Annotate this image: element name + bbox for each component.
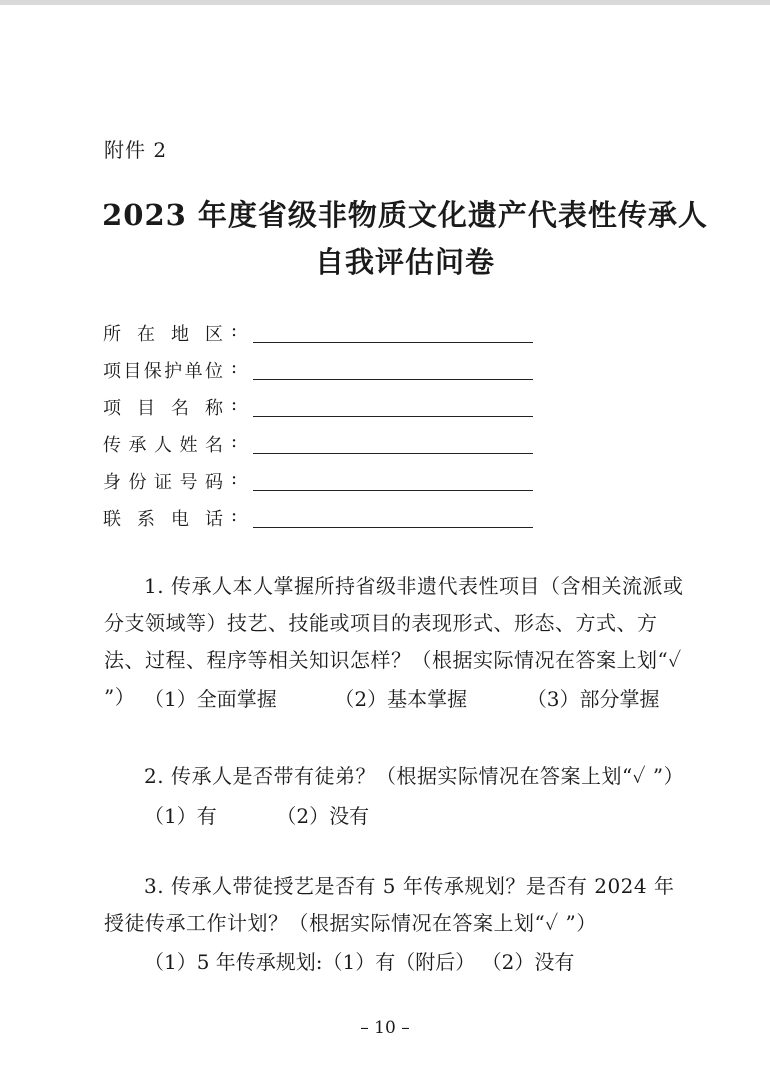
question-3-options[interactable]: （1）5 年传承规划:（1）有（附后） （2）没有 <box>144 950 575 974</box>
question-1-options <box>144 683 659 712</box>
document-title-line2: 自我评估问卷 <box>314 245 495 279</box>
field-colon: : <box>231 357 238 378</box>
field-colon: : <box>231 468 238 489</box>
field-label: 项 目 名 称 <box>103 398 223 419</box>
q1-option-partial[interactable]: （3）部分掌握 <box>526 687 660 711</box>
project-name-blank-line[interactable] <box>253 416 533 417</box>
field-label: 项 目 保 护 单 位 <box>103 361 223 382</box>
phone-blank-line[interactable] <box>253 527 533 528</box>
field-inheritor-name <box>103 431 543 459</box>
question-3-text: 3. 传承人带徒授艺是否有 5 年传承规划？是否有 2024 年授徒传承工作计划？（根据实际情况在答案上划“✓ ”） <box>104 874 675 935</box>
attachment-label: 附件 2 <box>104 138 168 162</box>
document-title-line1: 2023 年度省级非物质文化遗产代表性传承人 <box>102 198 708 232</box>
field-phone <box>103 505 543 533</box>
question-1-text: 1. 传承人本人掌握所持省级非遗代表性项目（含相关流派或分支领域等）技艺、技能或项目的表现形式、形态、方式、方法、过程、程序等相关知识怎样？（根据实际情况在答案上划“✓ ”） <box>104 574 684 709</box>
q1-option-basic[interactable]: （2）基本掌握 <box>334 687 468 711</box>
id-number-blank-line[interactable] <box>253 490 533 491</box>
inheritor-name-blank-line[interactable] <box>253 453 533 454</box>
scan-edge <box>0 0 770 5</box>
field-label: 所 在 地 区 <box>103 324 223 345</box>
question-2-text: 2. 传承人是否带有徒弟？（根据实际情况在答案上划“✓ ”） <box>144 764 685 788</box>
page-number: – 10 – <box>360 1018 410 1038</box>
field-label: 身 份 证 号 码 <box>103 472 223 493</box>
field-label: 传 承 人 姓 名 <box>103 435 223 456</box>
field-id-number <box>103 468 543 496</box>
region-blank-line[interactable] <box>253 342 533 343</box>
field-colon: : <box>231 320 238 341</box>
field-colon: : <box>231 431 238 452</box>
q1-option-full[interactable]: （1）全面掌握 <box>144 687 277 711</box>
q2-option-no[interactable]: （2）没有 <box>276 804 370 828</box>
protection-unit-blank-line[interactable] <box>253 379 533 380</box>
field-colon: : <box>231 505 238 526</box>
field-protection-unit <box>103 357 543 385</box>
q2-option-yes[interactable]: （1）有 <box>144 804 217 828</box>
question-2 <box>104 758 694 795</box>
field-region <box>103 320 543 348</box>
question-2-options <box>144 800 369 829</box>
question-3 <box>104 868 694 942</box>
field-colon: : <box>231 394 238 415</box>
field-label: 联 系 电 话 <box>103 509 223 530</box>
field-project-name <box>103 394 543 422</box>
